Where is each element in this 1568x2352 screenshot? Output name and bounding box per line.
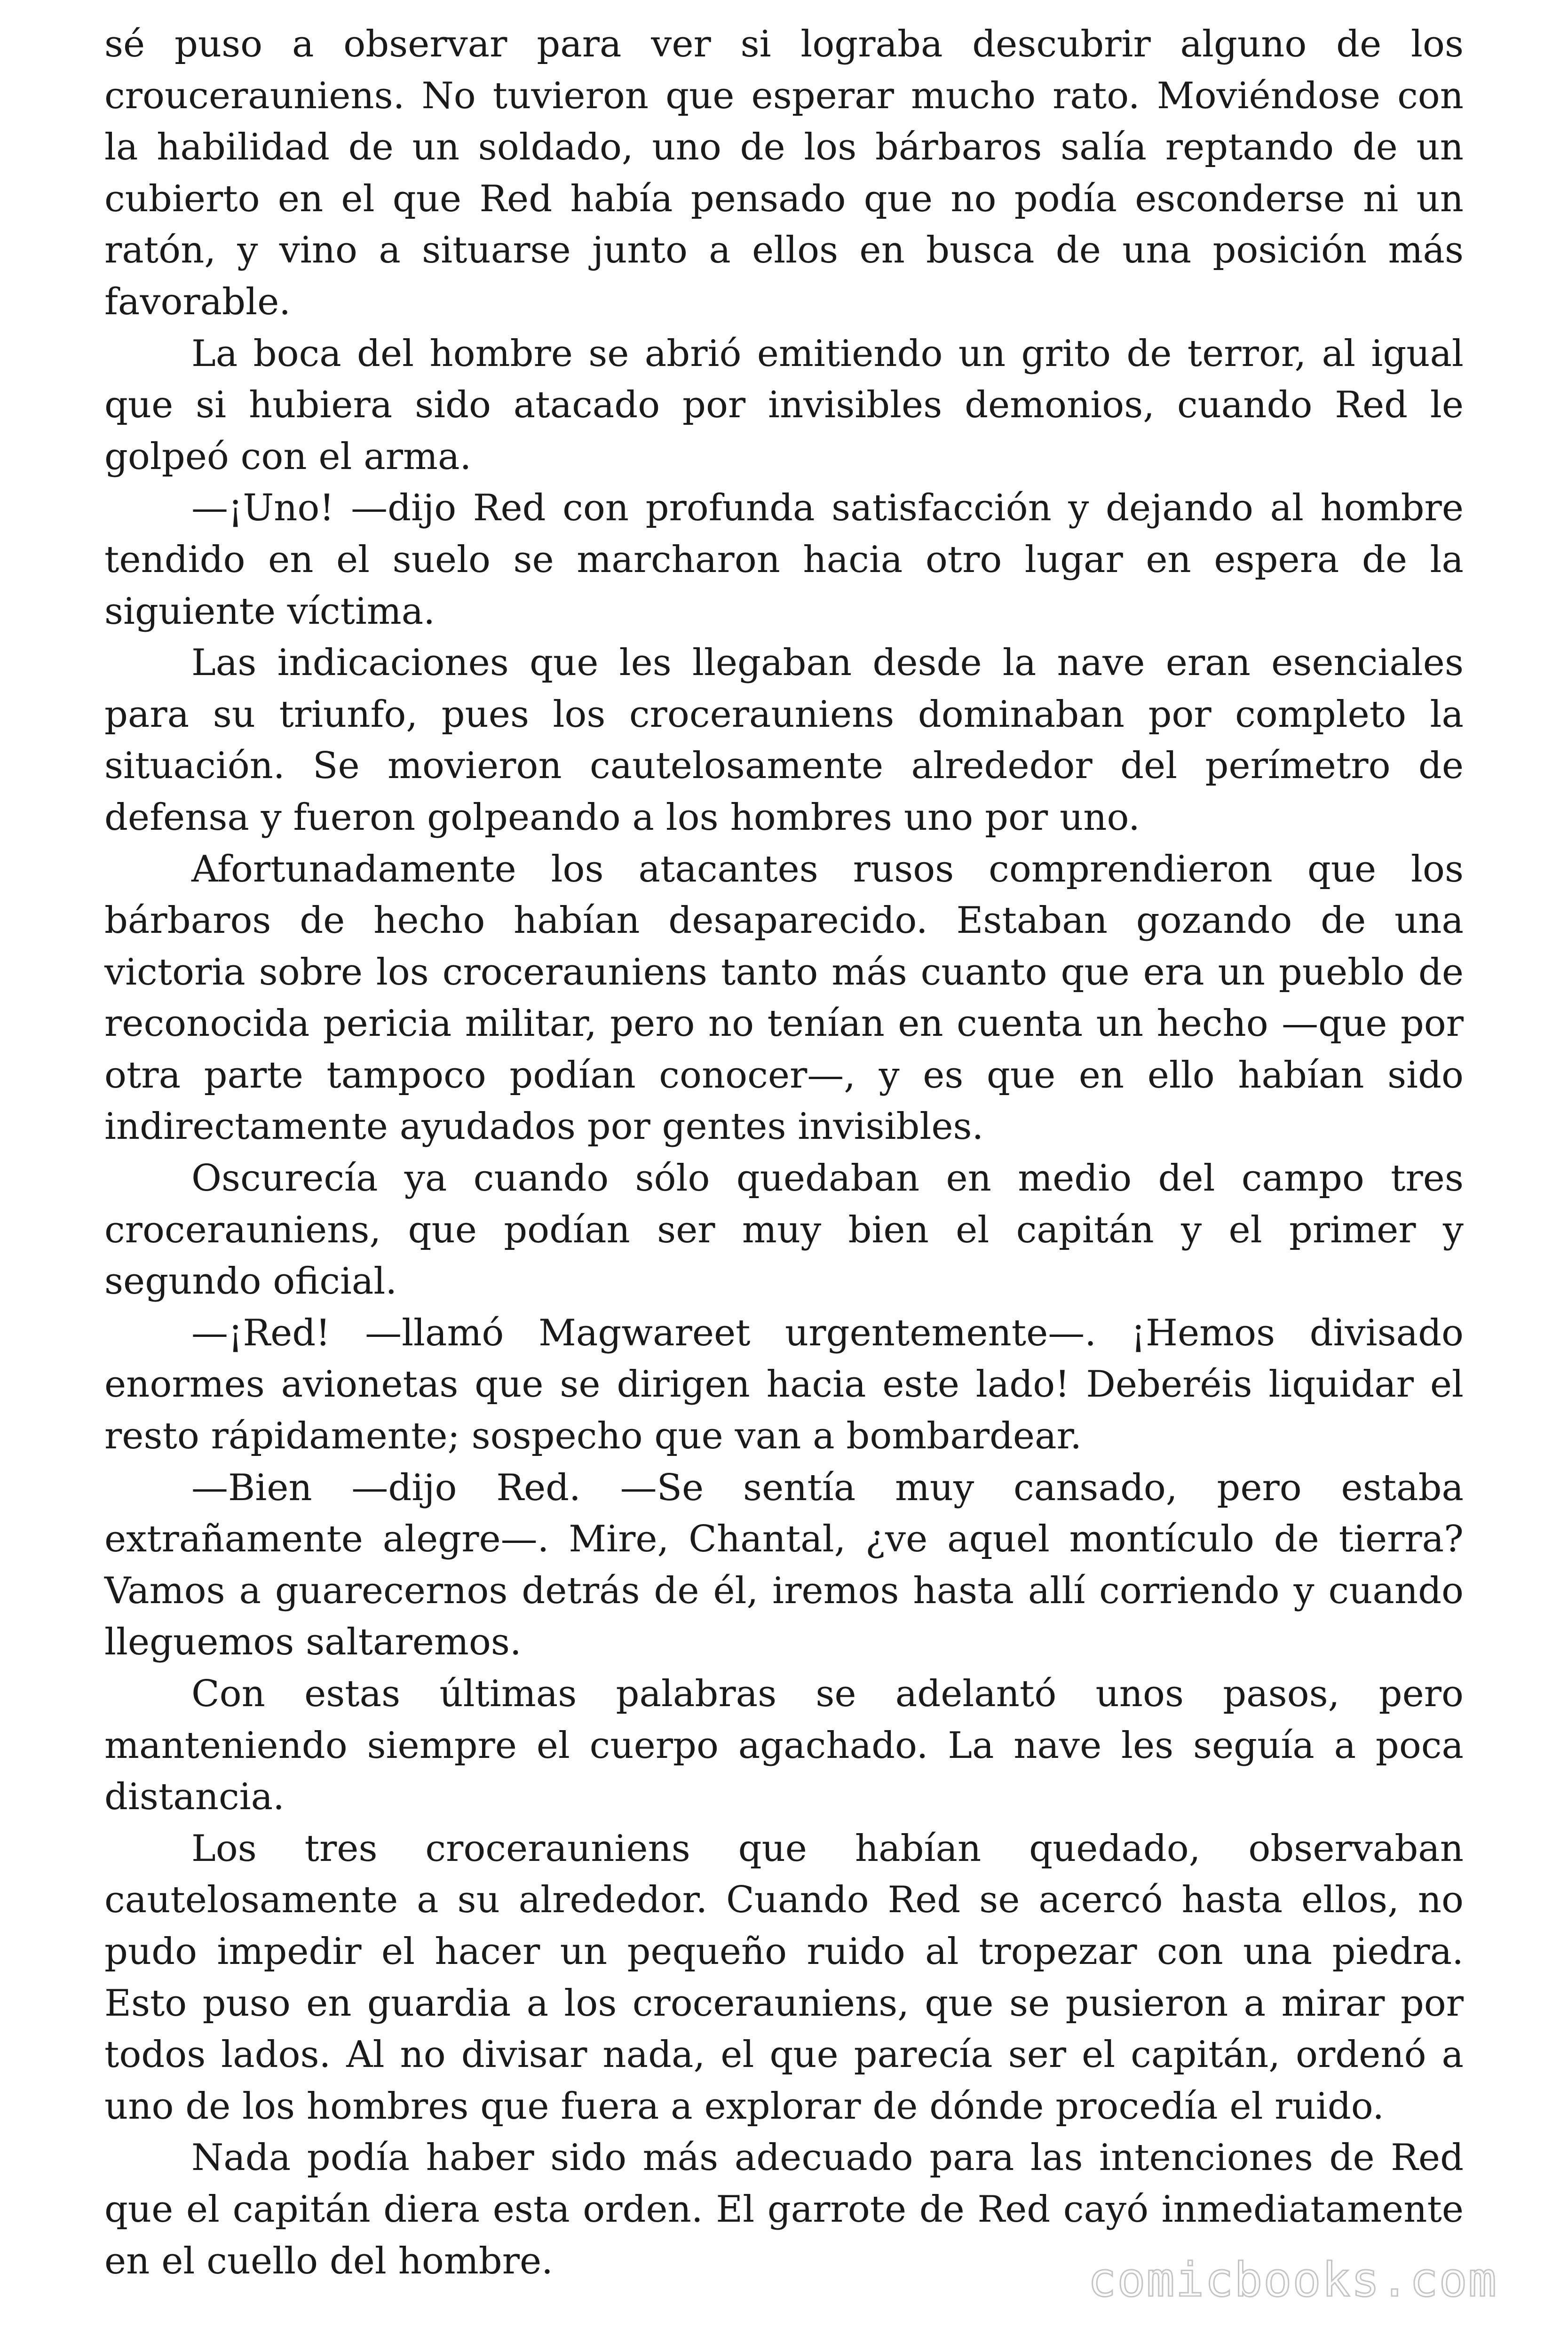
paragraph-5: Afortunadamente los atacantes rusos comprendieron que los bárbaros de hecho habían desaparecido. Estaban gozando de una victoria sobre los crocerauniens tanto más cuanto que era un pueblo de reconocida pericia militar, pero no tenían en cuenta un hecho —que por otra parte tampoco podían conocer—, y es que en ello habían sido indirectamente ayudados por gentes invisibles. xyxy=(104,848,1464,1148)
paragraph-1: sé puso a observar para ver si lograba descubrir alguno de los croucerauniens. No tuvieron que esperar mucho rato. Moviéndose con la habilidad de un soldado, uno de los bárbaros salía reptando de un cubierto en el que Red había pensado que no podía esconderse ni un ratón, y vino a situarse junto a ellos en busca de una posición más favorable. xyxy=(104,23,1464,323)
paragraph-4: Las indicaciones que les llegaban desde la nave eran esenciales para su triunfo, pues los crocerauniens dominaban por completo la situación. Se movieron cautelosamente alrededor del perímetro de defensa y fueron golpeando a los hombres uno por uno. xyxy=(104,642,1464,839)
paragraph-6: Oscurecía ya cuando sólo quedaban en medio del campo tres crocerauniens, que podían ser muy bien el capitán y el primer y segundo oficial. xyxy=(104,1157,1464,1303)
paragraph-3: —¡Uno! —dijo Red con profunda satisfacción y dejando al hombre tendido en el suelo se marcharon hacia otro lugar en espera de la siguiente víctima. xyxy=(104,487,1464,633)
paragraph-8: —Bien —dijo Red. —Se sentía muy cansado, pero estaba extrañamente alegre—. Mire, Chantal, ¿ve aquel montículo de tierra? Vamos a guarecernos detrás de él, iremos hasta allí corriendo y cuando lleguemos saltaremos. xyxy=(104,1466,1464,1664)
book-page-text xyxy=(104,19,1464,2287)
paragraph-10: Los tres crocerauniens que habían quedado, observaban cautelosamente a su alrededor. Cuando Red se acercó hasta ellos, no pudo impedir el hacer un pequeño ruido al tropezar con una piedra. Esto puso en guardia a los crocerauniens, que se pusieron a mirar por todos lados. Al no divisar nada, el que parecía ser el capitán, ordenó a uno de los hombres que fuera a explorar de dónde procedía el ruido. xyxy=(104,1827,1464,2128)
paragraph-9: Con estas últimas palabras se adelantó unos pasos, pero manteniendo siempre el cuerpo agachado. La nave les seguía a poca distancia. xyxy=(104,1673,1464,1819)
paragraph-2: La boca del hombre se abrió emitiendo un grito de terror, al igual que si hubiera sido atacado por invisibles demonios, cuando Red le golpeó con el arma. xyxy=(104,332,1464,478)
paragraph-11: Nada podía haber sido más adecuado para las intenciones de Red que el capitán diera esta orden. El garrote de Red cayó inmediatamente en el cuello del hombre. xyxy=(104,2137,1464,2282)
paragraph-7: —¡Red! —llamó Magwareet urgentemente—. ¡Hemos divisado enormes avionetas que se dirigen hacia este lado! Deberéis liquidar el resto rápidamente; sospecho que van a bombardear. xyxy=(104,1311,1464,1458)
watermark: comicbooks.com xyxy=(1088,2252,1497,2307)
